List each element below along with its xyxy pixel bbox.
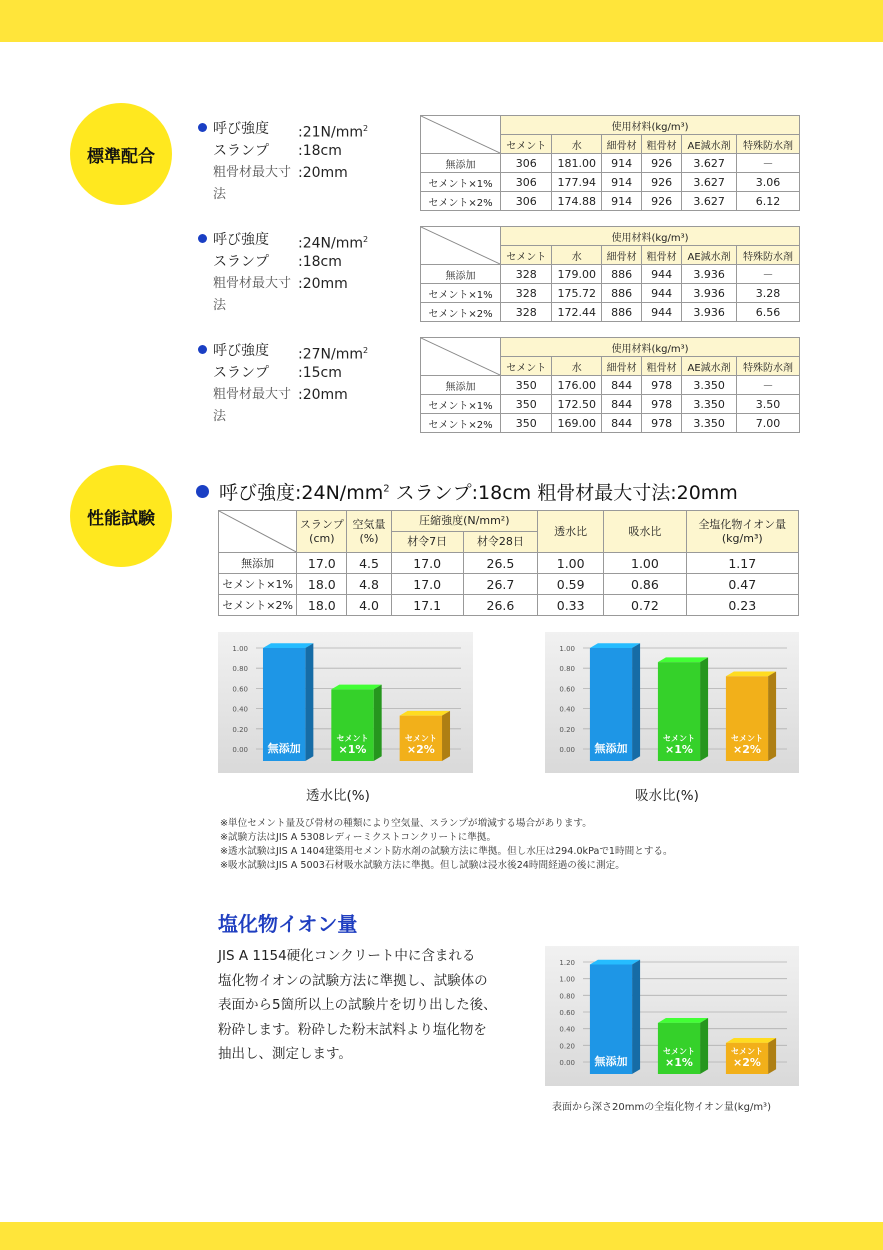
bar-side [632, 643, 640, 761]
cell: 926 [642, 154, 682, 173]
unit-sup: 2 [363, 124, 369, 133]
table-row [421, 303, 800, 322]
row-label: セメント×2% [219, 595, 297, 616]
cell: 4.8 [347, 574, 391, 595]
cell: 18.0 [297, 574, 347, 595]
perf-title-post: スランプ:18cm 粗骨材最大寸法:20mm [389, 482, 738, 504]
col-header: 粗骨材 [642, 246, 682, 265]
bar-label: ×2% [406, 743, 435, 756]
bar-top [726, 1038, 776, 1043]
materials-header: 使用材料(kg/m³) [501, 338, 800, 357]
cell: 926 [642, 192, 682, 211]
slump-label: スランプ [213, 254, 269, 270]
tick-label: 1.00 [232, 645, 248, 653]
aggregate-label: 粗骨材最大寸法 [213, 165, 292, 202]
tick-label: 0.20 [232, 725, 248, 734]
bar-label: ×2% [733, 1056, 761, 1069]
bar-label: 無添加 [594, 1055, 628, 1068]
mix-table-2 [420, 226, 800, 322]
row-label: セメント×1% [421, 173, 501, 192]
col-header: 水 [552, 357, 602, 376]
description-line: 粉砕します。粉砕した粉末試料より塩化物を [218, 1021, 487, 1038]
cell: 3.06 [737, 173, 800, 192]
bar-side [442, 711, 450, 761]
table-row [421, 154, 800, 173]
bar [658, 1018, 708, 1074]
cell: 926 [642, 173, 682, 192]
materials-header: 使用材料(kg/m³) [501, 227, 800, 246]
tick-label: 1.00 [559, 975, 575, 984]
cell: 914 [602, 192, 642, 211]
strength-label: 呼び強度 [198, 340, 298, 362]
tick-label: 0.40 [559, 705, 575, 714]
mix-spec-1 [198, 118, 408, 202]
table-row [421, 414, 800, 433]
description-line: 塩化物イオンの試験方法に準拠し、試験体の [218, 972, 488, 989]
row-label: セメント×2% [421, 303, 501, 322]
permeability-chart [218, 632, 473, 773]
bar-label: ×1% [338, 743, 367, 756]
bar-side [700, 657, 708, 761]
cell: 306 [501, 154, 552, 173]
tick-label: 0.20 [559, 1042, 575, 1051]
cell: 350 [501, 376, 552, 395]
cell: 6.12 [737, 192, 800, 211]
cell: － [737, 376, 800, 395]
table-row [219, 553, 799, 574]
slump-header-unit: (cm) [309, 531, 335, 545]
tick-label: 0.60 [232, 685, 248, 694]
cell: 181.00 [552, 154, 602, 173]
cell: 172.44 [552, 303, 602, 322]
bar-top [590, 960, 640, 965]
cell: 306 [501, 192, 552, 211]
col-header: 細骨材 [602, 135, 642, 154]
slump-header-label: スランプ [299, 517, 344, 531]
cell: 944 [642, 284, 682, 303]
description-line: 抽出し、測定します。 [218, 1046, 352, 1062]
cell: 26.5 [463, 553, 537, 574]
bar-label: セメント [663, 734, 695, 743]
unit-sup: 2 [363, 235, 369, 244]
bullet-icon [196, 485, 209, 498]
col-header: 水 [552, 135, 602, 154]
row-label: 無添加 [421, 154, 501, 173]
table-row [219, 595, 799, 616]
cell: 18.0 [297, 595, 347, 616]
bar-top [726, 671, 776, 676]
cell: 978 [642, 395, 682, 414]
col-header: 粗骨材 [642, 357, 682, 376]
cell: 3.936 [682, 284, 737, 303]
cell: 306 [501, 173, 552, 192]
cell: 6.56 [737, 303, 800, 322]
cell: 3.350 [682, 414, 737, 433]
table-corner [219, 511, 297, 553]
bar [263, 643, 313, 761]
absorption-chart-title: 吸水比(%) [635, 788, 699, 804]
footnote: ※試験方法はJIS A 5308レディーミクストコンクリートに準拠。 [220, 832, 497, 843]
unit-sup: 2 [363, 346, 369, 355]
table-row [421, 192, 800, 211]
strength-label: 呼び強度 [198, 229, 298, 251]
section-badge-performance [70, 465, 172, 567]
cell: 886 [602, 265, 642, 284]
col-header: 水 [552, 246, 602, 265]
row-label: 無添加 [421, 376, 501, 395]
cell: 172.50 [552, 395, 602, 414]
table-corner [421, 116, 501, 154]
bar-top [658, 1018, 708, 1023]
tick-label: 0.00 [232, 746, 248, 754]
table-row [219, 574, 799, 595]
cell: － [737, 265, 800, 284]
bar-label: ×1% [665, 743, 693, 756]
bar-label: セメント [663, 1047, 695, 1056]
col-header: 特殊防水剤 [737, 246, 800, 265]
bar [331, 685, 381, 761]
bar-side [632, 960, 640, 1074]
cell: 328 [501, 284, 552, 303]
cell: 914 [602, 154, 642, 173]
bar-top [658, 657, 708, 662]
mix-table-3 [420, 337, 800, 433]
bar-top [590, 643, 640, 648]
description-line: JIS A 1154硬化コンクリート中に含まれる [218, 948, 476, 964]
bar-label: 無添加 [267, 742, 301, 755]
aggregate-value: :20mm [298, 387, 348, 403]
cell: 1.00 [538, 553, 604, 574]
row-label: セメント×1% [421, 395, 501, 414]
compressive-header: 圧縮強度(N/mm²) [391, 511, 537, 532]
cell: 176.00 [552, 376, 602, 395]
footnote: ※透水試験はJIS A 1404建築用セメント防水剤の試験方法に準拠。但し水圧は294.0kPaで1時間とする。 [220, 846, 673, 857]
bar-side [305, 643, 313, 761]
tick-label: 0.00 [559, 1059, 575, 1067]
col-header: 細骨材 [602, 357, 642, 376]
cell: 944 [642, 265, 682, 284]
performance-table [218, 510, 799, 616]
cell: 0.47 [686, 574, 798, 595]
air-header-unit: (%) [359, 531, 379, 545]
bar-top [331, 685, 381, 690]
bar-label: セメント [731, 1047, 763, 1056]
materials-header: 使用材料(kg/m³) [501, 116, 800, 135]
chloride-chart-caption: 表面から深さ20mmの全塩化物イオン量(kg/m³) [552, 1102, 771, 1113]
top-band [0, 0, 883, 42]
perf-title-sup: 2 [383, 483, 390, 495]
bar [590, 960, 640, 1074]
cell: 914 [602, 173, 642, 192]
tick-label: 0.80 [559, 992, 575, 1001]
cell: 844 [602, 395, 642, 414]
footnote: ※単位セメント量及び骨材の種類により空気量、スランプが増減する場合があります。 [220, 818, 592, 829]
bar-label: セメント [336, 734, 369, 743]
chloride-description [218, 944, 518, 1067]
col-header: セメント [501, 135, 552, 154]
bar-side [768, 1038, 776, 1074]
mix-table-1 [420, 115, 800, 211]
cell: 844 [602, 376, 642, 395]
bar [590, 643, 640, 761]
air-header-label: 空気量 [352, 517, 386, 531]
cell: 26.6 [463, 595, 537, 616]
footnote: ※吸水試験はJIS A 5003石材吸水試験方法に準拠。但し試験は浸水後24時間経過の後に測定。 [220, 860, 625, 871]
cell: 4.0 [347, 595, 391, 616]
cell: 0.59 [538, 574, 604, 595]
tick-label: 1.00 [559, 645, 575, 653]
bar-top [263, 643, 313, 648]
footnotes [220, 817, 673, 873]
strength-label: 呼び強度 [198, 118, 298, 140]
aggregate-value: :20mm [298, 276, 348, 292]
cell: 944 [642, 303, 682, 322]
strength-value: :24N/mm [298, 235, 363, 252]
row-label: セメント×1% [219, 574, 297, 595]
bar [726, 671, 776, 761]
col-header: 細骨材 [602, 246, 642, 265]
cell: 1.00 [604, 553, 686, 574]
slump-value: :18cm [298, 143, 342, 159]
cell: 26.7 [463, 574, 537, 595]
col-header: 粗骨材 [642, 135, 682, 154]
bar [400, 711, 450, 761]
col-header: AE減水剤 [682, 135, 737, 154]
chloride-chart [545, 946, 799, 1086]
col-header: セメント [501, 246, 552, 265]
cell: 174.88 [552, 192, 602, 211]
cell: 0.23 [686, 595, 798, 616]
cell: － [737, 154, 800, 173]
row-label: セメント×2% [421, 414, 501, 433]
section-badge-standard [70, 103, 172, 205]
table-row [421, 173, 800, 192]
cell: 17.1 [391, 595, 463, 616]
cell: 169.00 [552, 414, 602, 433]
slump-header [297, 511, 347, 553]
mix-spec-3 [198, 340, 408, 424]
cell: 328 [501, 303, 552, 322]
cell: 3.50 [737, 395, 800, 414]
cell: 3.627 [682, 192, 737, 211]
cell: 350 [501, 395, 552, 414]
slump-label: スランプ [213, 365, 269, 381]
table-corner [421, 338, 501, 376]
cell: 175.72 [552, 284, 602, 303]
cell: 978 [642, 414, 682, 433]
bar-label: セメント [731, 734, 763, 743]
perf-title-pre: 呼び強度:24N/mm [219, 482, 384, 504]
strength-value: :27N/mm [298, 346, 363, 363]
bottom-band [0, 1222, 883, 1250]
aggregate-value: :20mm [298, 165, 348, 181]
table-row [421, 265, 800, 284]
cell: 3.350 [682, 395, 737, 414]
cell: 3.28 [737, 284, 800, 303]
cell: 0.72 [604, 595, 686, 616]
air-header [347, 511, 391, 553]
bar-label: ×2% [733, 743, 761, 756]
cell: 328 [501, 265, 552, 284]
slump-value: :18cm [298, 254, 342, 270]
cell: 3.627 [682, 154, 737, 173]
slump-value: :15cm [298, 365, 342, 381]
tick-label: 0.00 [559, 746, 575, 754]
cell: 3.936 [682, 265, 737, 284]
absorption-chart [545, 632, 799, 773]
table-row [421, 395, 800, 414]
table-row [421, 376, 800, 395]
cell: 978 [642, 376, 682, 395]
cell: 17.0 [297, 553, 347, 574]
bar-label: セメント [404, 734, 437, 743]
cell: 3.350 [682, 376, 737, 395]
bar [658, 657, 708, 761]
tick-label: 0.40 [559, 1025, 575, 1034]
cell: 886 [602, 284, 642, 303]
section-badge-label: 標準配合 [87, 146, 155, 167]
absorption-header: 吸水比 [604, 511, 686, 553]
row-label: セメント×1% [421, 284, 501, 303]
chloride-header [686, 511, 798, 553]
bar-side [768, 671, 776, 761]
col-header: 特殊防水剤 [737, 357, 800, 376]
cell: 3.627 [682, 173, 737, 192]
cell: 844 [602, 414, 642, 433]
performance-title [196, 478, 738, 505]
aggregate-label: 粗骨材最大寸法 [213, 387, 292, 424]
cell: 1.17 [686, 553, 798, 574]
table-corner [421, 227, 501, 265]
bar-label: ×1% [665, 1056, 693, 1069]
cell: 17.0 [391, 553, 463, 574]
cell: 177.94 [552, 173, 602, 192]
tick-label: 0.80 [232, 665, 248, 674]
section-badge-label: 性能試験 [87, 508, 155, 529]
bar-side [700, 1018, 708, 1074]
permeability-chart-title: 透水比(%) [306, 788, 370, 804]
cell: 3.936 [682, 303, 737, 322]
table-row [421, 284, 800, 303]
mix-spec-2 [198, 229, 408, 313]
bar-label: 無添加 [594, 742, 628, 755]
slump-label: スランプ [213, 143, 269, 159]
cell: 7.00 [737, 414, 800, 433]
row-label: セメント×2% [421, 192, 501, 211]
cell: 179.00 [552, 265, 602, 284]
col-header: セメント [501, 357, 552, 376]
chloride-title: 塩化物イオン量 [218, 912, 358, 936]
cell: 0.86 [604, 574, 686, 595]
permeability-header: 透水比 [538, 511, 604, 553]
tick-label: 0.40 [232, 705, 248, 714]
bar-top [400, 711, 450, 716]
cell: 4.5 [347, 553, 391, 574]
tick-label: 0.60 [559, 685, 575, 694]
description-line: 表面から5箇所以上の試験片を切り出した後、 [218, 997, 497, 1013]
cell: 0.33 [538, 595, 604, 616]
strength-value: :21N/mm [298, 124, 363, 141]
row-label: 無添加 [421, 265, 501, 284]
tick-label: 0.20 [559, 725, 575, 734]
col-header: AE減水剤 [682, 246, 737, 265]
chloride-header-unit: (kg/m³) [721, 531, 763, 545]
bar-side [374, 685, 382, 761]
cell: 886 [602, 303, 642, 322]
col-header: AE減水剤 [682, 357, 737, 376]
row-label: 無添加 [219, 553, 297, 574]
day7-header: 材令7日 [391, 532, 463, 553]
tick-label: 0.60 [559, 1009, 575, 1017]
bar [726, 1038, 776, 1074]
tick-label: 0.80 [559, 665, 575, 674]
cell: 350 [501, 414, 552, 433]
col-header: 特殊防水剤 [737, 135, 800, 154]
chloride-header-label: 全塩化物イオン量 [698, 517, 787, 531]
tick-label: 1.20 [559, 959, 575, 967]
cell: 17.0 [391, 574, 463, 595]
aggregate-label: 粗骨材最大寸法 [213, 276, 292, 313]
day28-header: 材令28日 [463, 532, 537, 553]
